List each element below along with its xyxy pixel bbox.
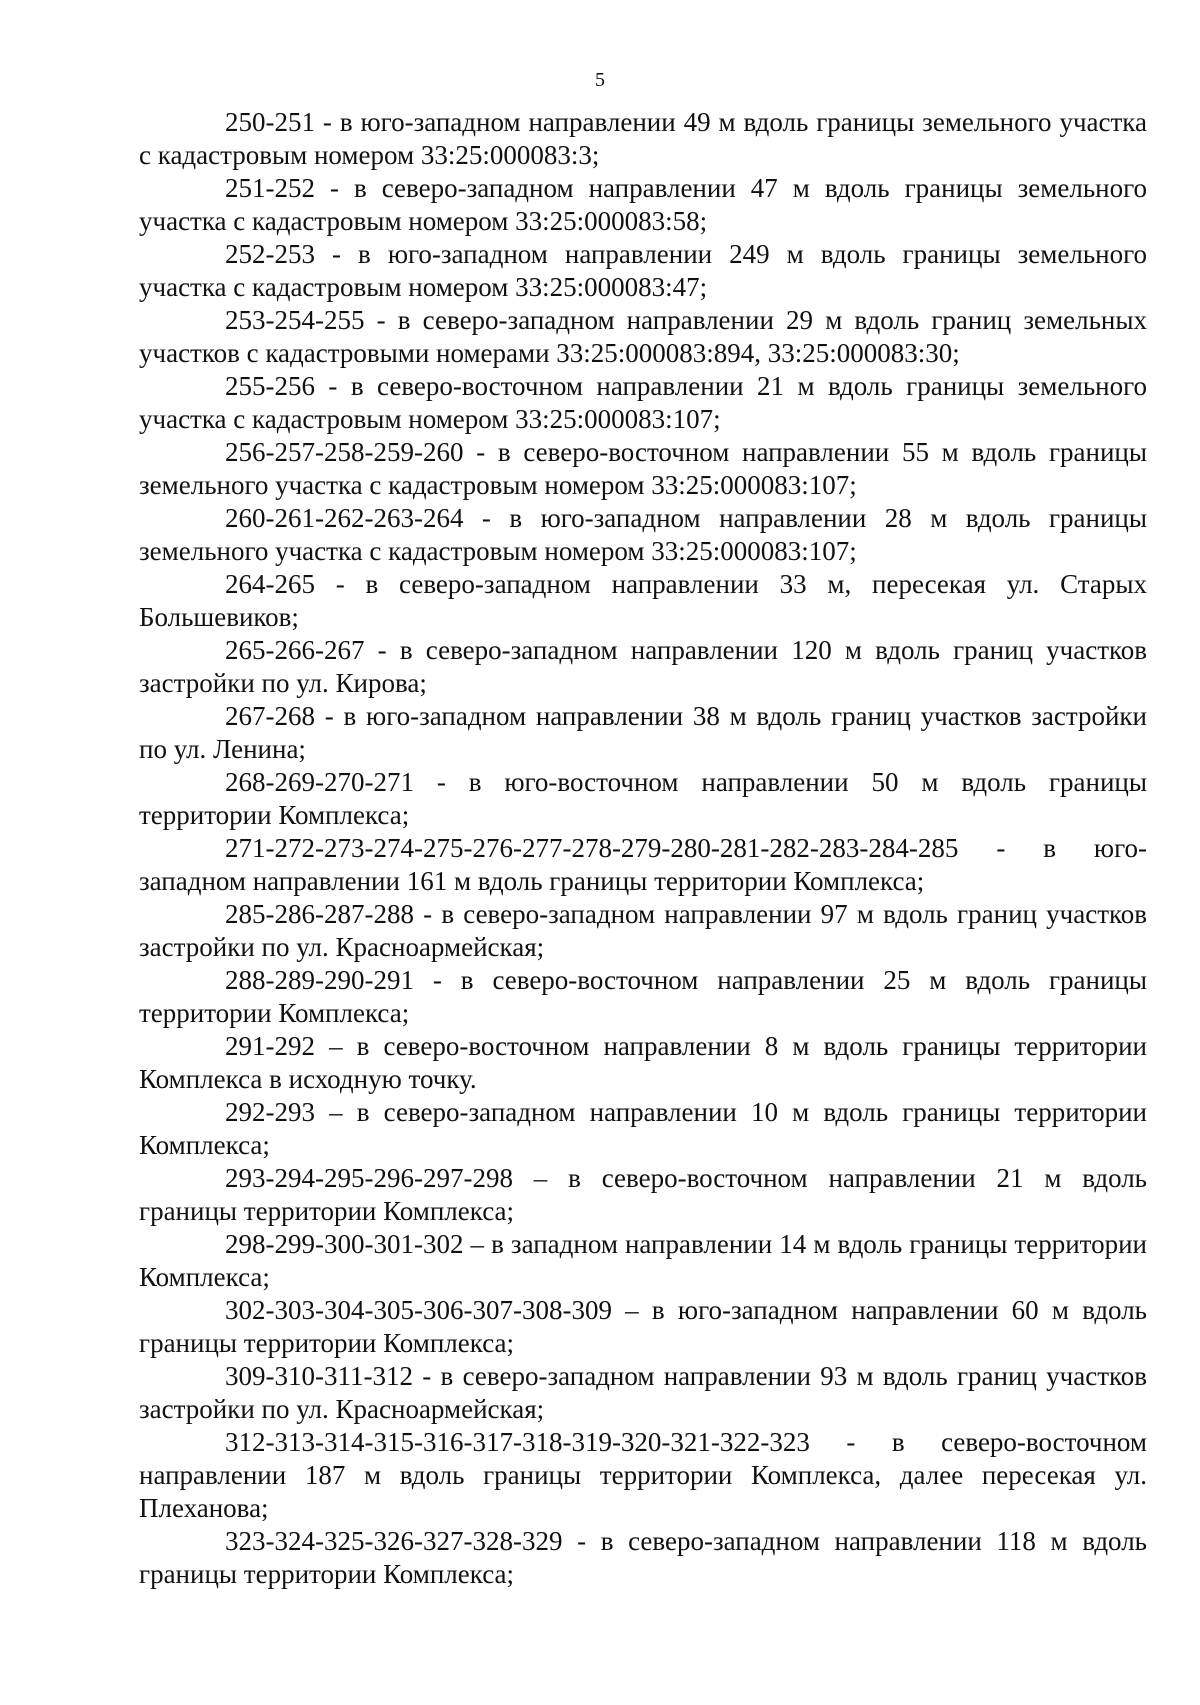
boundary-segment-paragraph: 293-294-295-296-297-298 – в северо-восточном направлении 21 м вдоль границы территории Комплекса; xyxy=(139,1163,1147,1226)
boundary-segment-paragraph: 253-254-255 - в северо-западном направлении 29 м вдоль границ земельных участков с кадастровыми номерами 33:25:000083:894, 33:25:000083:30; xyxy=(139,305,1147,368)
boundary-segment-paragraph: 292-293 – в северо-западном направлении 10 м вдоль границы территории Комплекса; xyxy=(139,1097,1147,1160)
boundary-segment-paragraph: 323-324-325-326-327-328-329 - в северо-западном направлении 118 м вдоль границы территории Комплекса; xyxy=(139,1526,1147,1589)
document-body xyxy=(139,106,1147,1591)
boundary-segment-paragraph: 252-253 - в юго-западном направлении 249 м вдоль границы земельного участка с кадастровым номером 33:25:000083:47; xyxy=(139,239,1147,302)
boundary-segment-paragraph: 250-251 - в юго-западном направлении 49 м вдоль границы земельного участка с кадастровым номером 33:25:000083:3; xyxy=(139,107,1147,170)
boundary-segment-paragraph: 291-292 – в северо-восточном направлении 8 м вдоль границы территории Комплекса в исходную точку. xyxy=(139,1031,1147,1094)
boundary-segment-paragraph: 264-265 - в северо-западном направлении 33 м, пересекая ул. Старых Большевиков; xyxy=(139,569,1147,632)
boundary-segment-paragraph: 302-303-304-305-306-307-308-309 – в юго-западном направлении 60 м вдоль границы территории Комплекса; xyxy=(139,1295,1147,1358)
boundary-segment-paragraph: 255-256 - в северо-восточном направлении 21 м вдоль границы земельного участка с кадастровым номером 33:25:000083:107; xyxy=(139,371,1147,434)
boundary-segment-paragraph: 288-289-290-291 - в северо-восточном направлении 25 м вдоль границы территории Комплекса; xyxy=(139,965,1147,1028)
boundary-segment-paragraph: 260-261-262-263-264 - в юго-западном направлении 28 м вдоль границы земельного участка с кадастровым номером 33:25:000083:107; xyxy=(139,503,1147,566)
boundary-segment-paragraph: 267-268 - в юго-западном направлении 38 м вдоль границ участков застройки по ул. Ленина; xyxy=(139,701,1147,764)
page-number: 5 xyxy=(595,69,605,91)
boundary-segment-paragraph: 309-310-311-312 - в северо-западном направлении 93 м вдоль границ участков застройки по ул. Красноармейская; xyxy=(139,1361,1147,1424)
boundary-segment-paragraph: 265-266-267 - в северо-западном направлении 120 м вдоль границ участков застройки по ул. Кирова; xyxy=(139,635,1147,698)
boundary-segment-paragraph: 298-299-300-301-302 – в западном направлении 14 м вдоль границы территории Комплекса; xyxy=(139,1229,1147,1292)
boundary-segment-paragraph: 271-272-273-274-275-276-277-278-279-280-281-282-283-284-285 - в юго-западном направлении 161 м вдоль границы территории Комплекса; xyxy=(139,833,1147,896)
boundary-segment-paragraph: 312-313-314-315-316-317-318-319-320-321-322-323 - в северо-восточном направлении 187 м вдоль границы территории Комплекса, далее пересекая ул. Плеханова; xyxy=(139,1427,1147,1523)
boundary-segment-paragraph: 268-269-270-271 - в юго-восточном направлении 50 м вдоль границы территории Комплекса; xyxy=(139,767,1147,830)
boundary-segment-paragraph: 256-257-258-259-260 - в северо-восточном направлении 55 м вдоль границы земельного участка с кадастровым номером 33:25:000083:107; xyxy=(139,437,1147,500)
boundary-segment-paragraph: 285-286-287-288 - в северо-западном направлении 97 м вдоль границ участков застройки по ул. Красноармейская; xyxy=(139,899,1147,962)
boundary-segment-paragraph: 251-252 - в северо-западном направлении 47 м вдоль границы земельного участка с кадастровым номером 33:25:000083:58; xyxy=(139,173,1147,236)
